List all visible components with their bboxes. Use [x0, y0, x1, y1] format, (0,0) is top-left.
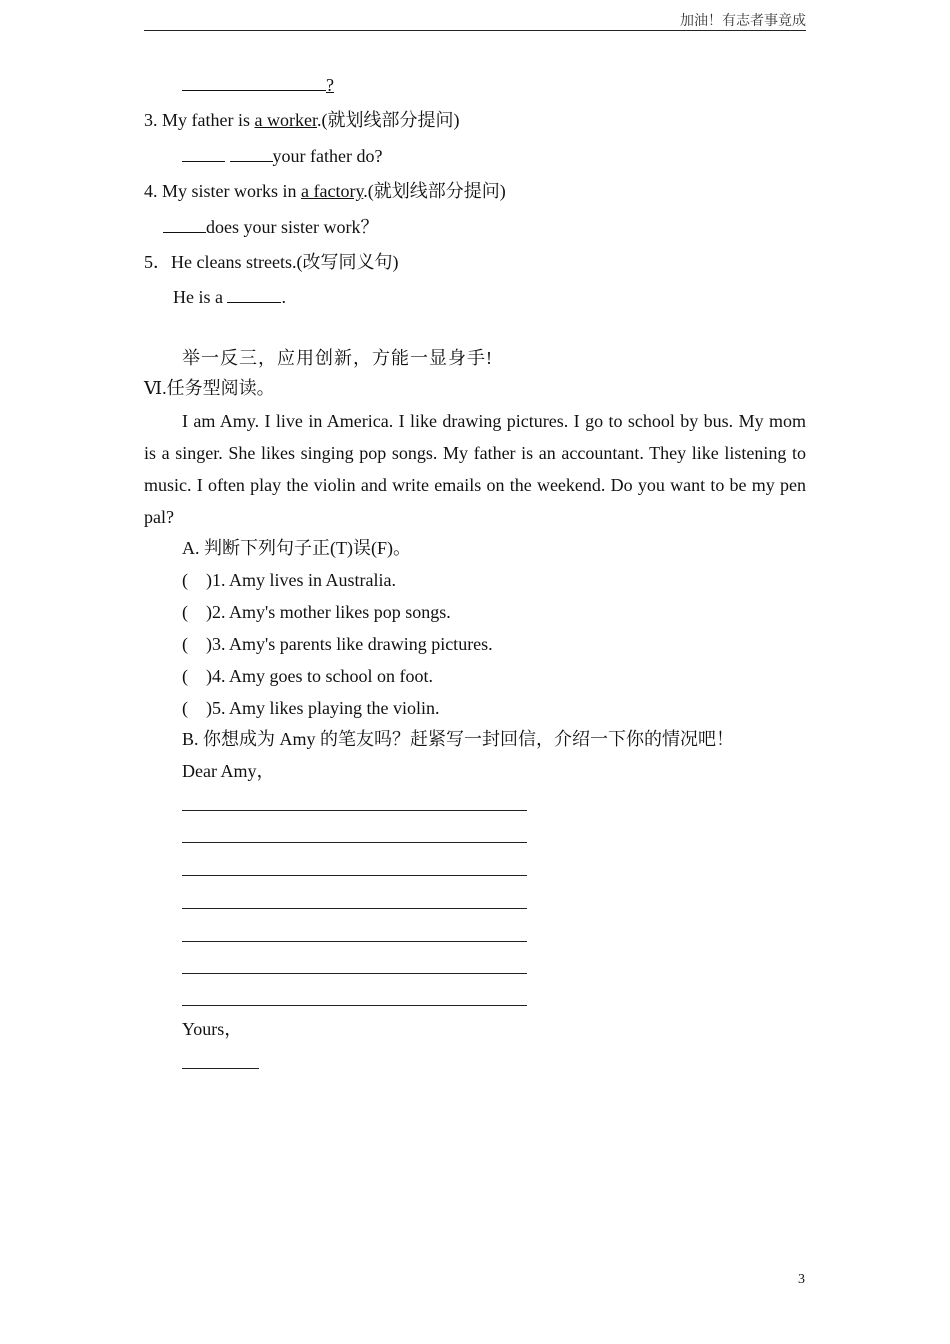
writing-line[interactable] [182, 810, 527, 811]
writing-line[interactable] [182, 908, 527, 909]
q3-answer-tail: your father do? [272, 146, 383, 166]
writing-line[interactable] [182, 941, 527, 942]
q2-mark: ? [326, 75, 334, 95]
q5-answer-pre: He is a [173, 287, 228, 307]
q5-question: 5．He cleans streets.(改写同义句) [144, 252, 399, 272]
signature-line[interactable] [182, 1068, 259, 1069]
section-title: Ⅵ.任务型阅读。 [144, 378, 275, 398]
tf-item-4[interactable]: ( )4. Amy goes to school on foot. [182, 666, 433, 686]
q5-blank[interactable] [227, 286, 281, 303]
q4-pre: 4. My sister works in [144, 181, 301, 201]
q3-blank-1[interactable] [182, 145, 225, 162]
tf-item-3[interactable]: ( )3. Amy's parents like drawing pictures. [182, 634, 493, 654]
q3-underlined: a worker [254, 110, 317, 130]
header-rule [144, 30, 806, 31]
writing-line[interactable] [182, 842, 527, 843]
q3-post: .(就划线部分提问) [316, 110, 460, 130]
q3-answer-line [182, 145, 382, 167]
header-motto: 加油！有志者事竟成 [680, 14, 806, 29]
letter-greeting: Dear Amy， [182, 761, 275, 781]
q4-post: .(就划线部分提问) [363, 181, 506, 201]
part-b-instruction: B. 你想成为 Amy 的笔友吗？赶紧写一封回信，介绍一下你的情况吧！ [182, 729, 735, 749]
page-number: 3 [798, 1272, 805, 1287]
q3-question [144, 109, 459, 131]
q5-answer-line [173, 286, 286, 308]
q3-pre: 3. My father is [144, 110, 255, 130]
slogan: 举一反三，应用创新，方能一显身手! [182, 348, 493, 368]
tf-item-5[interactable]: ( )5. Amy likes playing the violin. [182, 698, 440, 718]
q4-underlined: a factory [301, 181, 364, 201]
q4-blank[interactable] [163, 216, 206, 233]
letter-closing: Yours， [182, 1019, 243, 1039]
writing-line[interactable] [182, 973, 527, 974]
part-a-instruction: A. 判断下列句子正(T)误(F)。 [182, 538, 411, 558]
q2-answer-line [182, 74, 334, 96]
q5-answer-post: . [281, 287, 286, 307]
writing-line[interactable] [182, 1005, 527, 1006]
reading-passage: I am Amy. I live in America. I like drawing pictures. I go to school by bus. My mom is a singer. She likes singing pop songs. My father is an accountant. They like listening to music. I often play the violin and write emails on the weekend. Do you want to be my pen pal? [144, 411, 806, 527]
q2-blank[interactable] [182, 74, 326, 91]
writing-line[interactable] [182, 875, 527, 876]
q4-question [144, 180, 506, 202]
tf-item-1[interactable]: ( )1. Amy lives in Australia. [182, 570, 396, 590]
q3-blank-2[interactable] [230, 145, 273, 162]
q4-answer-line [163, 216, 378, 238]
tf-item-2[interactable]: ( )2. Amy's mother likes pop songs. [182, 602, 451, 622]
q4-answer-tail: does your sister work？ [206, 217, 379, 237]
